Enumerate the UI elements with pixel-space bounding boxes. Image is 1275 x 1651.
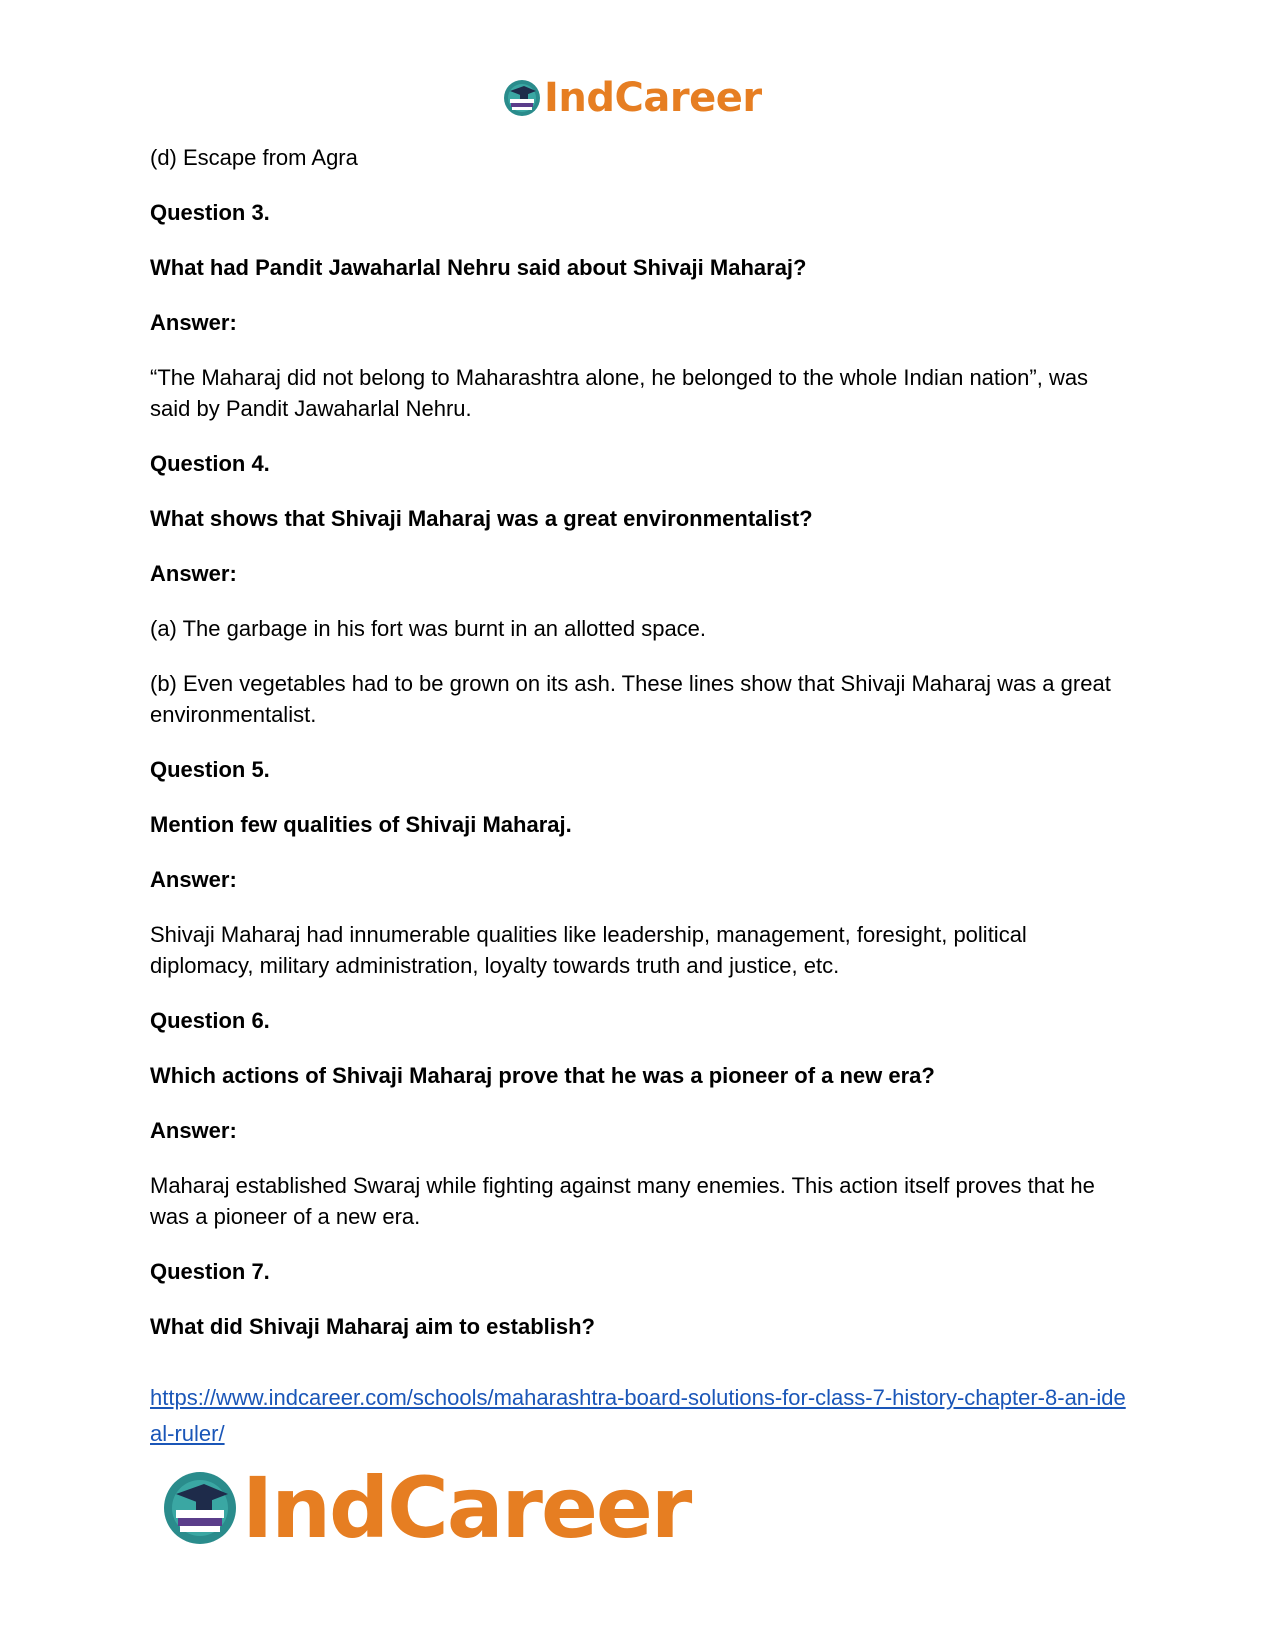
answer-label: Answer:: [150, 1118, 237, 1143]
question-number: Question 7.: [150, 1259, 270, 1284]
question-number: Question 6.: [150, 1008, 270, 1033]
graduation-cap-book-icon: [160, 1468, 240, 1548]
question-number: Question 3.: [150, 200, 270, 225]
question-number: Question 5.: [150, 757, 270, 782]
question-text: Mention few qualities of Shivaji Maharaj.: [150, 812, 572, 837]
answer-label: Answer:: [150, 867, 237, 892]
answer-text: (a) The garbage in his fort was burnt in an allotted space.: [150, 616, 707, 641]
answer-text: Shivaji Maharaj had innumerable qualities like leadership, management, foresight, political diplomacy, military administration, loyalty towards truth and justice, etc.: [150, 922, 1027, 978]
source-url-link[interactable]: https://www.indcareer.com/schools/maharashtra-board-solutions-for-class-7-history-chapter-8-an-ideal-ruler/: [150, 1385, 1126, 1446]
answer-text: (b) Even vegetables had to be grown on its ash. These lines show that Shivaji Maharaj was a great environmentalist.: [150, 671, 1111, 727]
header-logo: [502, 75, 762, 121]
answer-label: Answer:: [150, 561, 237, 586]
question-text: What shows that Shivaji Maharaj was a great environmentalist?: [150, 506, 813, 531]
question-text: What did Shivaji Maharaj aim to establish?: [150, 1314, 595, 1339]
answer-label: Answer:: [150, 310, 237, 335]
question-number: Question 4.: [150, 451, 270, 476]
answer-text: (d) Escape from Agra: [150, 145, 358, 170]
logo-wordmark: IndCareer: [544, 75, 762, 121]
document-body: [150, 142, 1130, 1366]
question-text: What had Pandit Jawaharlal Nehru said about Shivaji Maharaj?: [150, 255, 807, 280]
answer-text: Maharaj established Swaraj while fighting against many enemies. This action itself proves that he was a pioneer of a new era.: [150, 1173, 1095, 1229]
answer-text: “The Maharaj did not belong to Maharashtra alone, he belonged to the whole Indian nation”, was said by Pandit Jawaharlal Nehru.: [150, 365, 1089, 421]
footer-logo: [160, 1459, 691, 1557]
logo-wordmark: IndCareer: [242, 1459, 691, 1557]
graduation-cap-book-icon: [502, 78, 542, 118]
question-text: Which actions of Shivaji Maharaj prove that he was a pioneer of a new era?: [150, 1063, 935, 1088]
